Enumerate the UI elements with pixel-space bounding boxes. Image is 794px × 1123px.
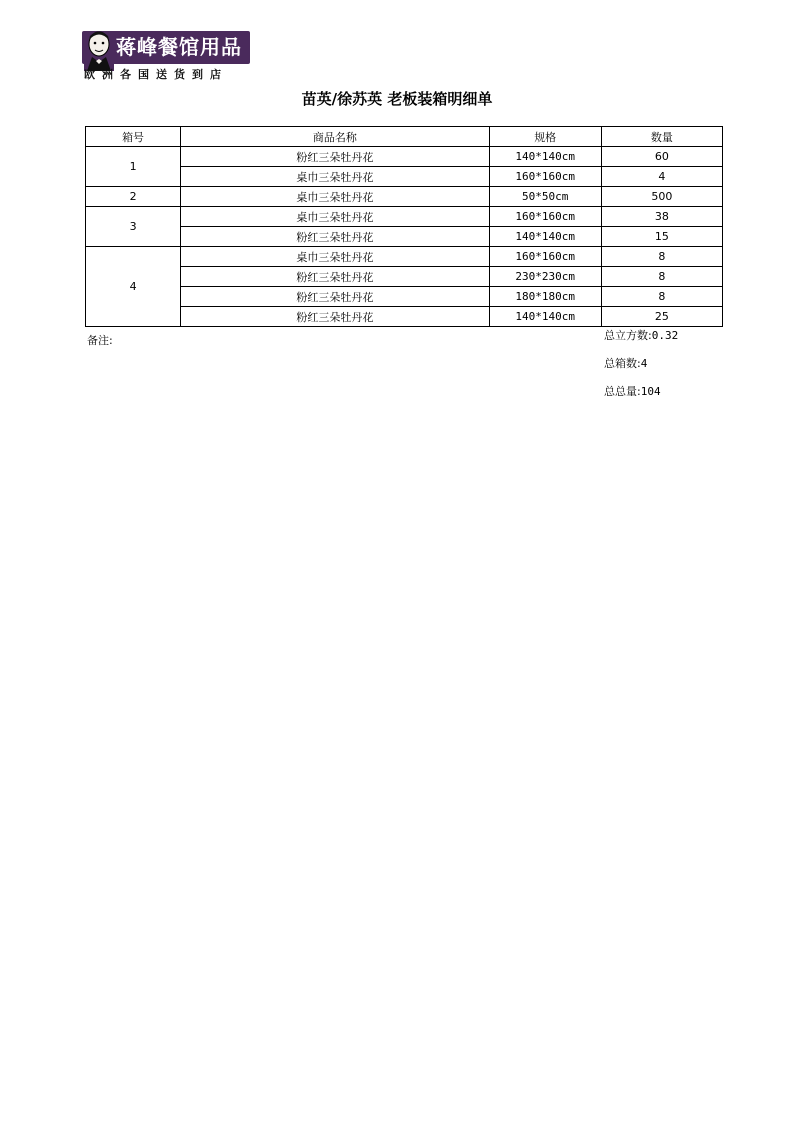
table-row	[86, 147, 723, 167]
spec-cell: 50*50cm	[489, 187, 601, 207]
product-name-cell: 粉红三朵牡丹花	[181, 267, 489, 287]
quantity-cell: 500	[601, 187, 722, 207]
table-row	[86, 267, 723, 287]
table-row	[86, 307, 723, 327]
quantity-cell: 25	[601, 307, 722, 327]
spec-cell: 230*230cm	[489, 267, 601, 287]
table-row	[86, 287, 723, 307]
remarks-label: 备注:	[87, 334, 113, 347]
spec-cell: 140*140cm	[489, 307, 601, 327]
product-name-cell: 桌巾三朵牡丹花	[181, 187, 489, 207]
box-number-cell: 2	[86, 187, 181, 207]
packing-table	[85, 126, 723, 327]
total-volume-value: 0.32	[651, 329, 679, 342]
quantity-cell: 38	[601, 207, 722, 227]
spec-cell: 160*160cm	[489, 207, 601, 227]
company-logo	[82, 31, 252, 81]
box-number-cell: 3	[86, 207, 181, 247]
table-row	[86, 167, 723, 187]
product-name-cell: 粉红三朵牡丹花	[181, 307, 489, 327]
header-spec: 规格	[489, 127, 601, 147]
spec-cell: 160*160cm	[489, 167, 601, 187]
total-boxes-label: 总箱数:	[604, 357, 641, 370]
quantity-cell: 8	[601, 247, 722, 267]
header-quantity: 数量	[601, 127, 722, 147]
quantity-cell: 8	[601, 267, 722, 287]
total-boxes-line	[604, 357, 678, 385]
table-row	[86, 207, 723, 227]
quantity-cell: 4	[601, 167, 722, 187]
brand-name: 蒋峰餐馆用品	[116, 35, 242, 59]
product-name-cell: 粉红三朵牡丹花	[181, 147, 489, 167]
page-title: 苗英/徐苏英 老板装箱明细单	[301, 90, 493, 108]
spec-cell: 140*140cm	[489, 147, 601, 167]
quantity-cell: 8	[601, 287, 722, 307]
quantity-cell: 60	[601, 147, 722, 167]
spec-cell: 180*180cm	[489, 287, 601, 307]
total-volume-label: 总立方数:	[604, 329, 652, 342]
portrait-icon	[84, 31, 114, 71]
total-quantity-line	[604, 385, 678, 413]
total-quantity-label: 总总量:	[604, 385, 641, 398]
total-volume-line	[604, 329, 678, 357]
table-row	[86, 247, 723, 267]
header-box-no: 箱号	[86, 127, 181, 147]
product-name-cell: 粉红三朵牡丹花	[181, 287, 489, 307]
summary-block	[604, 329, 678, 413]
product-name-cell: 粉红三朵牡丹花	[181, 227, 489, 247]
quantity-cell: 15	[601, 227, 722, 247]
total-boxes-value: 4	[640, 357, 648, 370]
header-product-name: 商品名称	[181, 127, 489, 147]
spec-cell: 160*160cm	[489, 247, 601, 267]
product-name-cell: 桌巾三朵牡丹花	[181, 207, 489, 227]
table-row	[86, 227, 723, 247]
spec-cell: 140*140cm	[489, 227, 601, 247]
product-name-cell: 桌巾三朵牡丹花	[181, 167, 489, 187]
table-header-row	[86, 127, 723, 147]
table-row	[86, 187, 723, 207]
brand-tagline: 欧洲各国送货到店	[84, 68, 228, 81]
box-number-cell: 4	[86, 247, 181, 327]
product-name-cell: 桌巾三朵牡丹花	[181, 247, 489, 267]
total-quantity-value: 104	[640, 385, 661, 398]
box-number-cell: 1	[86, 147, 181, 187]
